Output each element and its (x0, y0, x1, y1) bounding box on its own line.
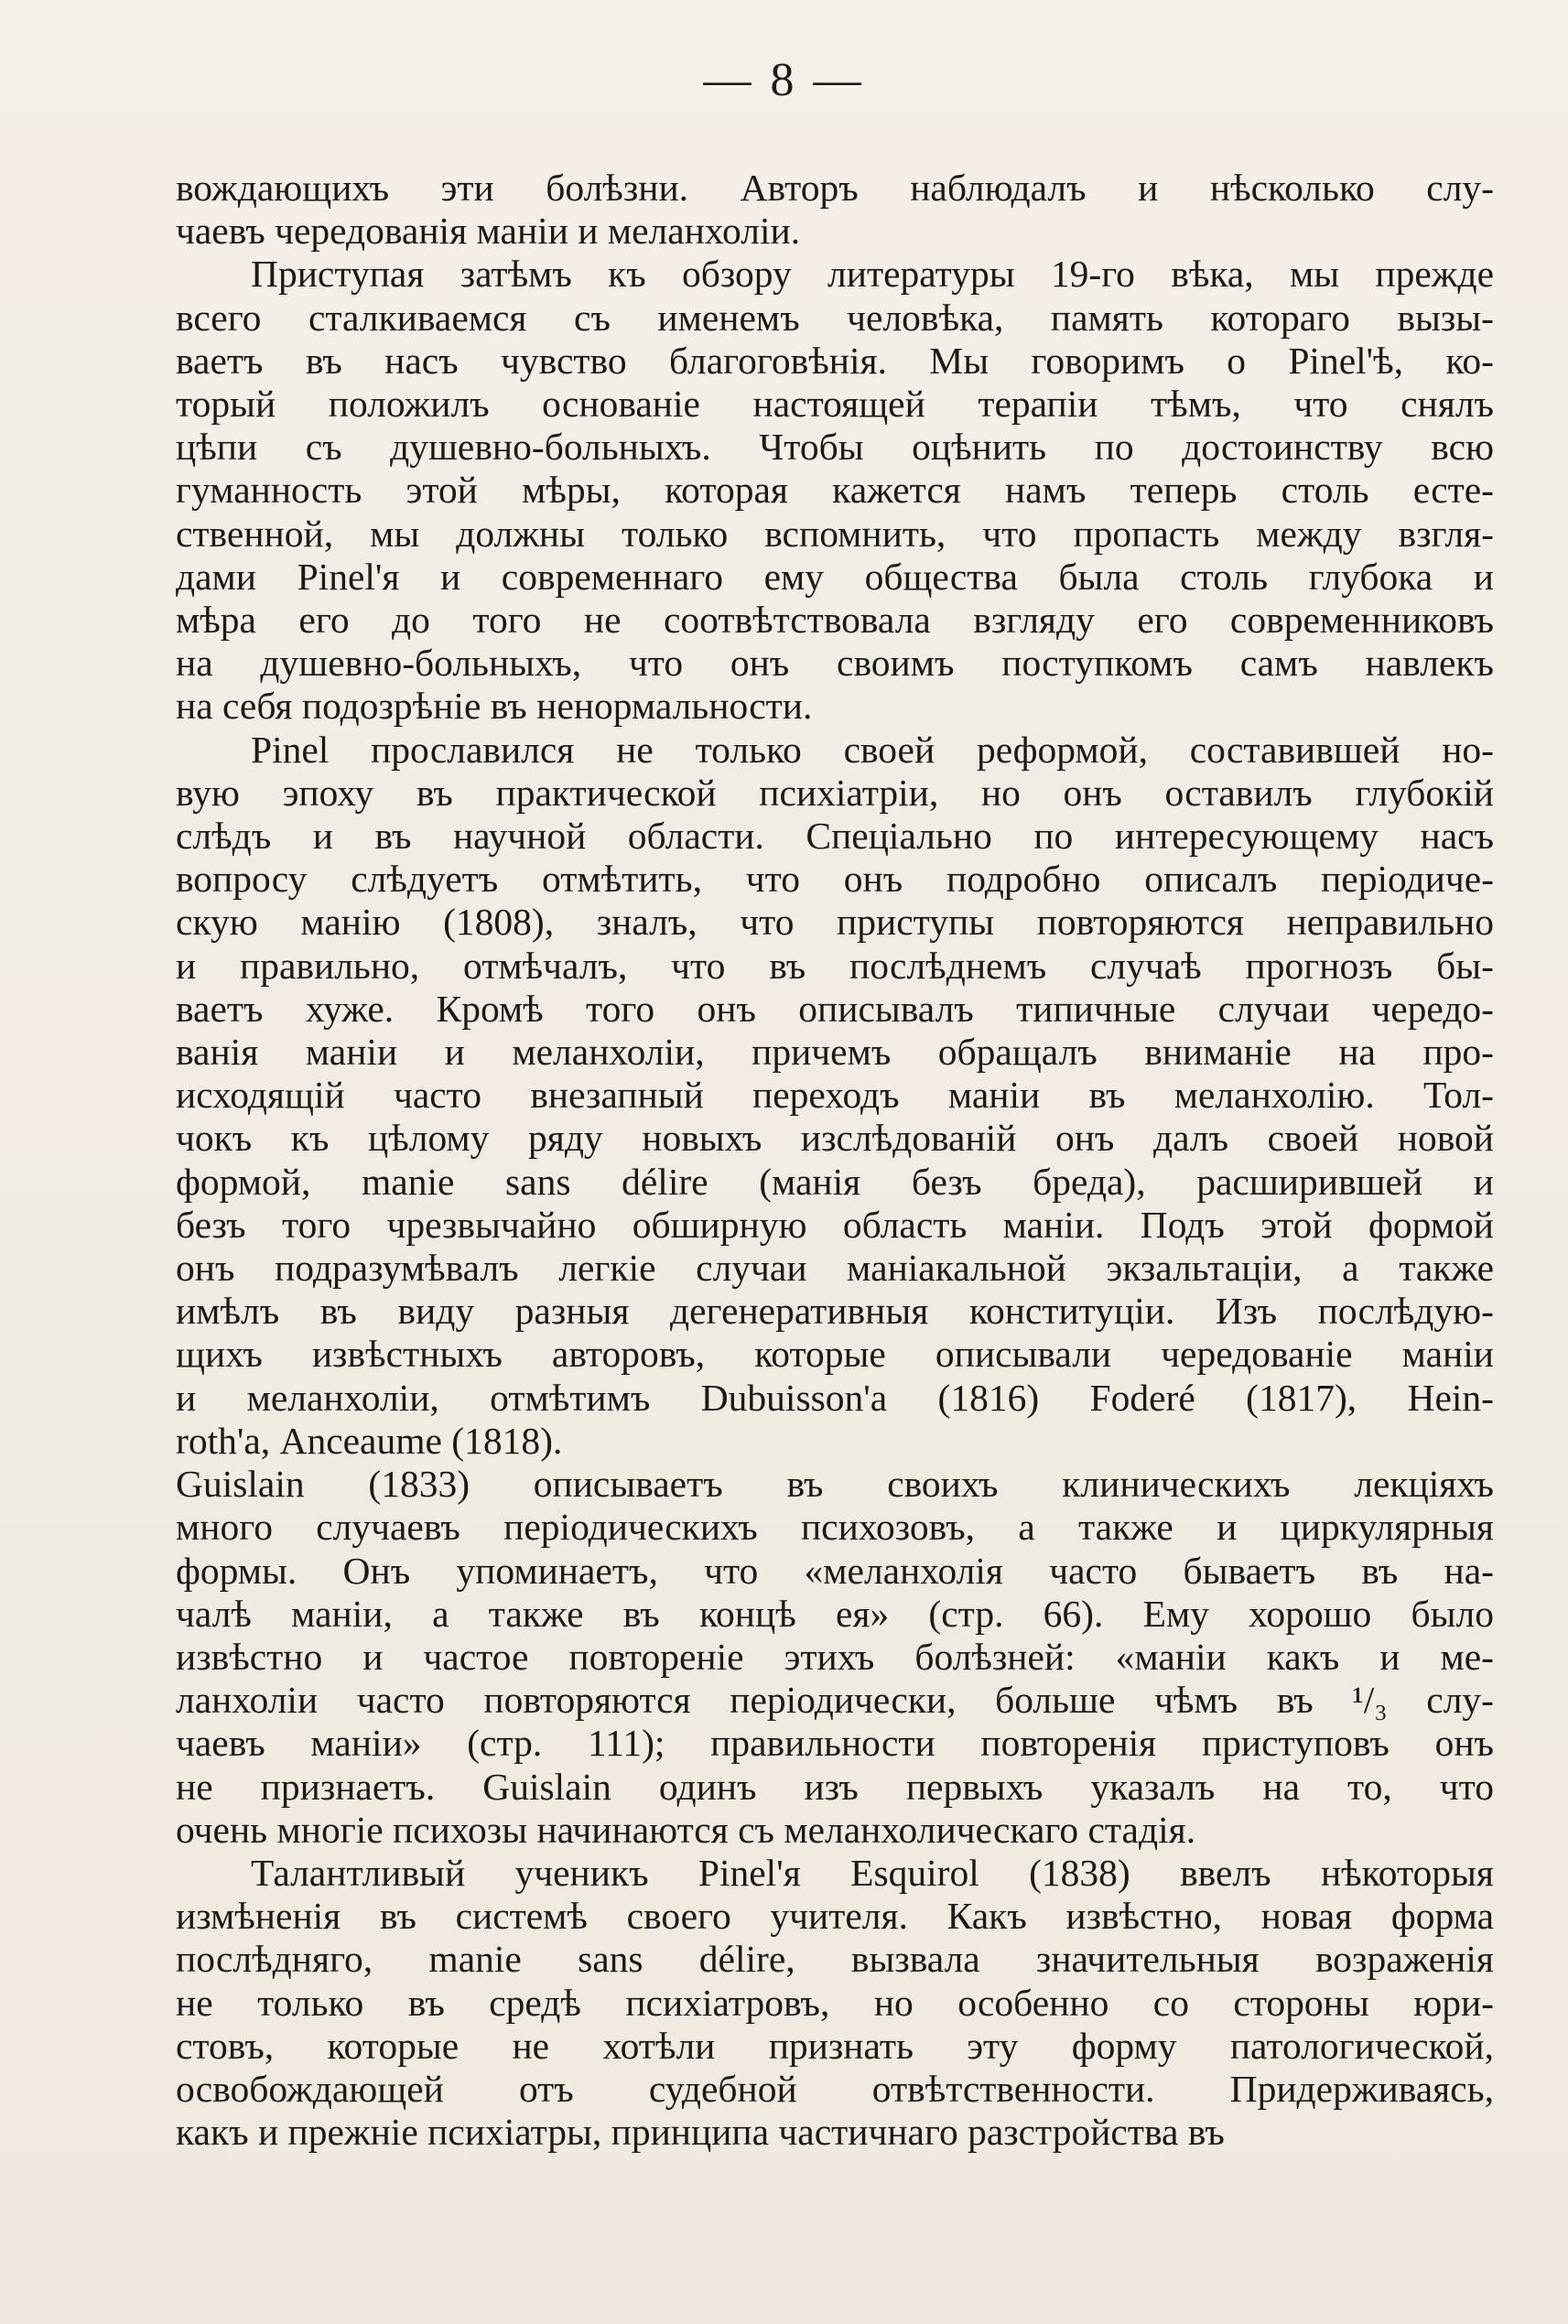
text-line: слѣдъ и въ научной области. Спеціально по интересующему насъ (176, 815, 1494, 858)
text-line: всего сталкиваемся съ именемъ человѣка, память котораго вызы- (176, 296, 1494, 339)
text-line: Guislain (1833) описываетъ въ своихъ клиническихъ лекціяхъ (176, 1463, 1494, 1506)
text-line: не признаетъ. Guislain одинъ изъ первыхъ указалъ на то, что (176, 1765, 1494, 1808)
text-line: извѣстно и частое повтореніе этихъ болѣзней: «маніи какъ и ме- (176, 1635, 1494, 1678)
text-line: измѣненія въ системѣ своего учителя. Какъ извѣстно, новая форма (176, 1895, 1494, 1938)
paragraph (176, 729, 1494, 1463)
text-line: ваетъ въ насъ чувство благоговѣнія. Мы говоримъ о Pinel'ѣ, ко- (176, 339, 1494, 382)
text-line: щихъ извѣстныхъ авторовъ, которые описывали чередованіе маніи (176, 1333, 1494, 1376)
text-line: вопросу слѣдуетъ отмѣтить, что онъ подробно описалъ періодиче- (176, 858, 1494, 901)
text-line: на душевно-больныхъ, что онъ своимъ поступкомъ самъ навлекъ (176, 642, 1494, 685)
text-line: ланхоліи часто повторяются періодически, больше чѣмъ въ ¹/₃ слу- (176, 1679, 1494, 1722)
text-line: ственной, мы должны только вспомнить, что пропасть между взгля- (176, 512, 1494, 555)
text-line: мѣра его до того не соотвѣтствовала взгляду его современниковъ (176, 599, 1494, 642)
text-line: Приступая затѣмъ къ обзору литературы 19-го вѣка, мы прежде (251, 253, 1494, 296)
text-line: чаевъ чередованія маніи и меланхоліи. (176, 210, 801, 253)
paragraph (176, 167, 1494, 253)
text-line: торый положилъ основаніе настоящей терапіи тѣмъ, что снялъ (176, 383, 1494, 426)
text-line: онъ подразумѣвалъ легкіе случаи маніакальной экзальтаціи, а также (176, 1247, 1494, 1290)
text-line: вую эпоху въ практической психіатріи, но онъ оставилъ глубокій (176, 771, 1494, 814)
text-line: и меланхоліи, отмѣтимъ Dubuisson'а (1816) Foderé (1817), Hein- (176, 1376, 1494, 1419)
text-line: стовъ, которые не хотѣли признать эту форму патологической, (176, 2024, 1494, 2067)
text-line: имѣлъ въ виду разныя дегенеративныя конституціи. Изъ послѣдую- (176, 1290, 1494, 1333)
text-line: и правильно, отмѣчалъ, что въ послѣднемъ случаѣ прогнозъ бы- (176, 944, 1494, 987)
text-line: какъ и прежніе психіатры, принципа частичнаго разстройства въ (176, 2111, 1225, 2154)
text-line: много случаевъ періодическихъ психозовъ, а также и циркулярныя (176, 1506, 1494, 1549)
text-line: дами Pinel'я и современнаго ему общества была столь глубока и (176, 555, 1494, 598)
text-line: безъ того чрезвычайно обширную область маніи. Подъ этой формой (176, 1203, 1494, 1246)
text-line: исходящій часто внезапный переходъ маніи въ меланхолію. Тол- (176, 1074, 1494, 1117)
text-line: чаевъ маніи» (стр. 111); правильности повторенія приступовъ онъ (176, 1722, 1494, 1765)
text-line: вождающихъ эти болѣзни. Авторъ наблюдалъ и нѣсколько слу- (176, 167, 1494, 209)
text-line: очень многіе психозы начинаются съ меланхолическаго стадія. (176, 1808, 1196, 1851)
text-line: освобождающей отъ судебной отвѣтственности. Придерживаясь, (176, 2067, 1494, 2110)
text-line: не только въ средѣ психіатровъ, но особенно со стороны юри- (176, 1981, 1494, 2024)
text-line: ваетъ хуже. Кромѣ того онъ описывалъ типичные случаи чередо- (176, 987, 1494, 1030)
page-number: — 8 — (703, 54, 865, 106)
text-line: формой, manie sans délire (манія безъ бреда), расширившей и (176, 1160, 1494, 1203)
text-line: гуманность этой мѣры, которая кажется намъ теперь столь есте- (176, 469, 1494, 512)
text-line: ванія маніи и меланхоліи, причемъ обращалъ вниманіе на про- (176, 1031, 1494, 1074)
text-line: Pinel прославился не только своей реформой, составившей но- (251, 728, 1494, 771)
text-line: Талантливый ученикъ Pinel'я Esquirol (1838) ввелъ нѣкоторыя (251, 1851, 1494, 1894)
text-line: послѣдняго, manie sans délire, вызвала значительныя возраженія (176, 1938, 1494, 1981)
text-line: цѣпи съ душевно-больныхъ. Чтобы оцѣнить по достоинству всю (176, 426, 1494, 469)
body-text (176, 167, 1494, 2154)
paragraph (176, 1463, 1494, 1852)
text-line: чокъ къ цѣлому ряду новыхъ изслѣдованій онъ далъ своей новой (176, 1117, 1494, 1160)
text-line: чалѣ маніи, а также въ концѣ ея» (стр. 66). Ему хорошо было (176, 1592, 1494, 1635)
text-line: roth'а, Anceaume (1818). (176, 1419, 563, 1462)
text-line: формы. Онъ упоминаетъ, что «меланхолія часто бываетъ въ на- (176, 1549, 1494, 1592)
text-line: скую манію (1808), зналъ, что приступы повторяются неправильно (176, 901, 1494, 944)
paragraph (176, 253, 1494, 728)
paragraph (176, 1852, 1494, 2154)
text-line: на себя подозрѣніе въ ненормальности. (176, 685, 813, 728)
